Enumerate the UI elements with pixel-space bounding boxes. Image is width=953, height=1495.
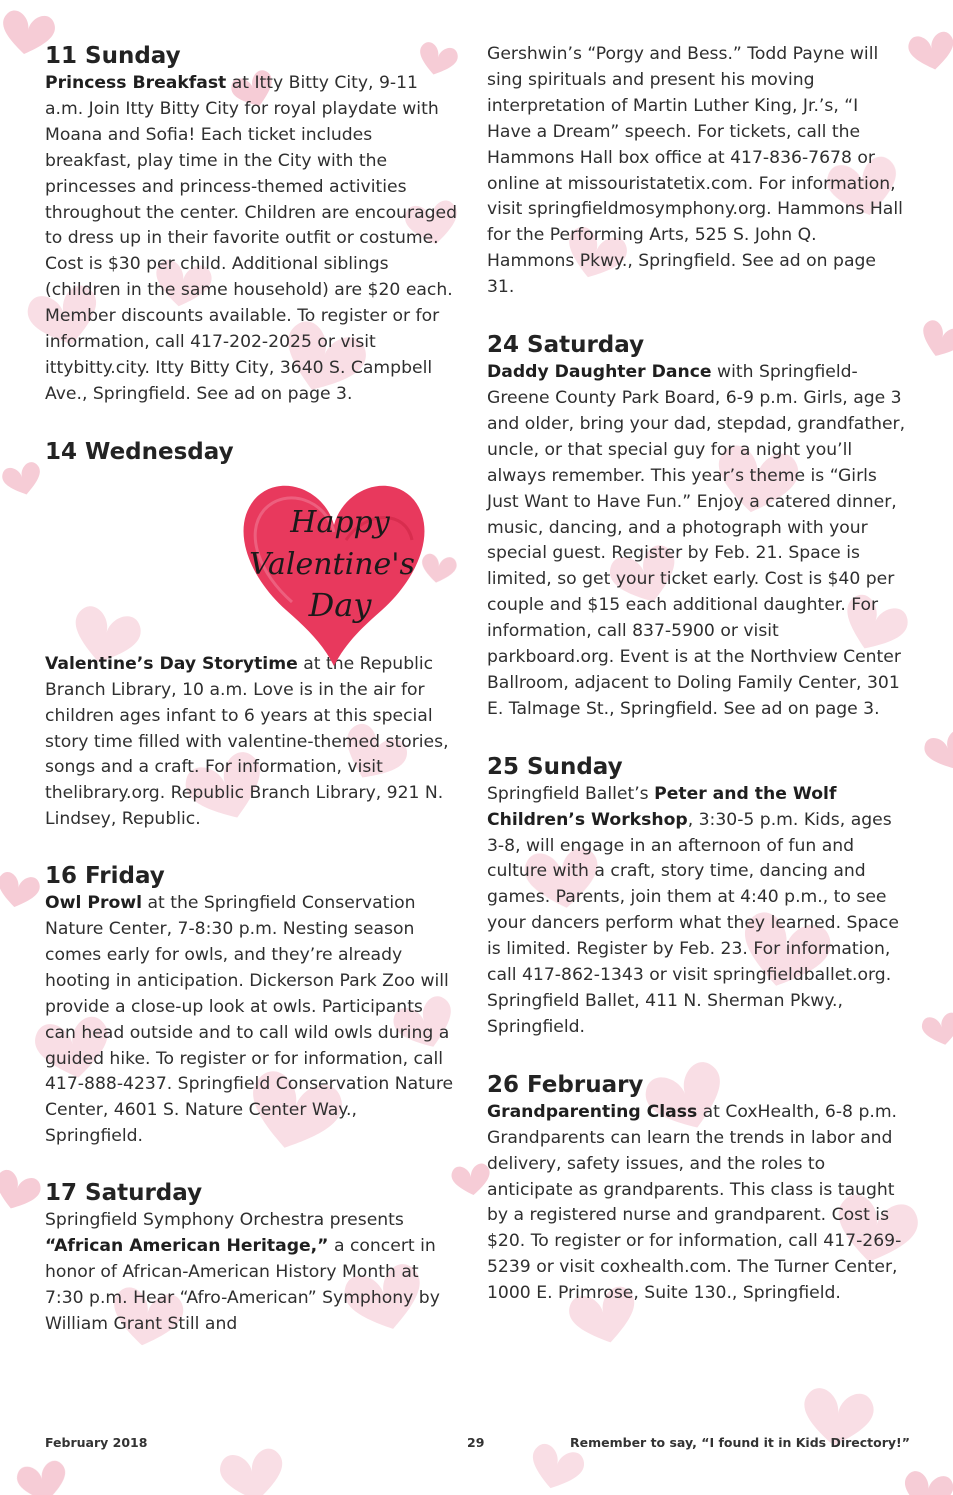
event-25-sunday [487, 753, 907, 1041]
event-title: “African American Heritage,” [45, 1236, 329, 1257]
event-heading: 16 Friday [45, 863, 165, 890]
page-number: 29 [467, 1435, 485, 1450]
event-heading: 11 Sunday [45, 43, 181, 69]
event-description: Springfield Ballet’s Peter and the Wolf Children’s Workshop, 3:30-5 p.m. Kids, ages 3-8, will engage in an afternoon of fun and culture with a craft, story time, dancing and games. Parents, join them at 4:40 p.m., to see your dancers perform what they learned. Space is limited. Register by Feb. 23. For information, call 417-862-1343 or visit springfieldballet.org. Springfield Ballet, 411 N. Sherman Pkwy., Springfield. [487, 783, 899, 1037]
event-heading: 17 Saturday [45, 1180, 203, 1207]
valentine-line-valentines: Valentine's [249, 547, 415, 582]
event-17-continued [487, 42, 907, 301]
valentine-line-happy: Happy [290, 505, 390, 540]
event-title: Grandparenting Class [487, 1101, 698, 1122]
valentines-heart-graphic [236, 470, 432, 670]
event-description: Daddy Daughter Dance with Springfield-Greene County Park Board, 6-9 p.m. Girls, age 3 and older, bring your dad, stepdad, grandfather, uncle, or that special guy for a night you’ll always remember. This year’s theme is “Girls Just Want to Have Fun.” Enjoy a catered dinner, music, dancing, and a photograph with your special guest. Register by Feb. 21. Space is limited, so get your ticket early. Cost is $40 per couple and $15 each additional daughter. For information, call 837-5900 or visit parkboard.org. Event is at the Northview Center Ballroom, adjacent to Doling Family Center, 301 E. Talmage St., Springfield. See ad on page 3. [487, 362, 906, 719]
event-title: Owl Prowl [45, 893, 143, 914]
event-heading: 24 Saturday [487, 332, 645, 359]
footer-slogan: Remember to say, “I found it in Kids Directory!” [570, 1435, 910, 1450]
event-title: Valentine’s Day Storytime [45, 653, 298, 674]
event-heading: 26 February [487, 1071, 644, 1098]
event-description: Princess Breakfast at Itty Bitty City, 9-11 a.m. Join Itty Bitty City for royal playdate with Moana and Sofia! Each ticket includes breakfast, play time in the City with the princesses and princess-themed activities throughout the center. Children are encouraged to dress up in their favorite outfit or costume. Cost is $30 per child. Additional siblings (children in the same household) are $20 each. Member discounts available. To register or for information, call 417-202-2025 or visit ittybitty.city. Itty Bitty City, 3640 S. Campbell Ave., Springfield. See ad on page 3. [45, 73, 458, 404]
event-heading: 14 Wednesday [45, 438, 234, 465]
event-heading: 25 Sunday [487, 753, 623, 780]
event-16-friday [45, 862, 457, 1150]
event-description: Grandparenting Class at CoxHealth, 6-8 p.m. Grandparents can learn the trends in labor and delivery, safety issues, and the roles to anticipate as grandparents. This class is taught by a registered nurse and grandparent. Cost is $20. To register or for information, call 417-269-5239 or visit coxhealth.com. The Turner Center, 1000 E. Primrose, Suite 130., Springfield. [487, 1101, 902, 1304]
event-17-saturday [45, 1179, 457, 1338]
event-24-saturday [487, 331, 907, 723]
event-11-sunday [45, 42, 457, 408]
event-description: Owl Prowl at the Springfield Conservation Nature Center, 7-8:30 p.m. Nesting season comes early for owls, and they’re already hooting in anticipation. Dickerson Park Zoo will provide a close-up look at owls. Participants can head outside and to call wild owls during a guided hike. To register or for information, call 417-888-4237. Springfield Conservation Nature Center, 4601 S. Nature Center Way., Springfield. [45, 893, 454, 1147]
event-title: Daddy Daughter Dance [487, 362, 712, 383]
event-description: Valentine’s Day Storytime at the Republic Branch Library, 10 a.m. Love is in the air for children ages infant to 6 years at this special story time filled with valentine-themed stories, songs and a craft. For information, visit thelibrary.org. Republic Branch Library, 921 N. Lindsey, Republic. [45, 653, 449, 830]
valentine-line-day: Day [308, 586, 372, 624]
footer-date: February 2018 [45, 1435, 148, 1450]
event-title: Princess Breakfast [45, 73, 227, 93]
event-title: Peter and the Wolf Children’s Workshop [487, 783, 837, 830]
event-26-february [487, 1071, 907, 1307]
event-description: Springfield Symphony Orchestra presents “African American Heritage,” a concert in honor of African-American History Month at 7:30 p.m. Hear “Afro-American” Symphony by William Grant Still and [45, 1210, 440, 1334]
event-description: Gershwin’s “Porgy and Bess.” Todd Payne will sing spirituals and present his moving interpretation of Martin Luther King, Jr.’s, “I Have a Dream” speech. For tickets, call the Hammons Hall box office at 417-836-7678 or online at missouristatetix.com. For information, visit springfieldmosymphony.org. Hammons Hall for the Performing Arts, 525 S. John Q. Hammons Pkwy., Springfield. See ad on page 31. [487, 44, 903, 298]
left-column [45, 42, 457, 1338]
right-column [487, 42, 907, 1307]
